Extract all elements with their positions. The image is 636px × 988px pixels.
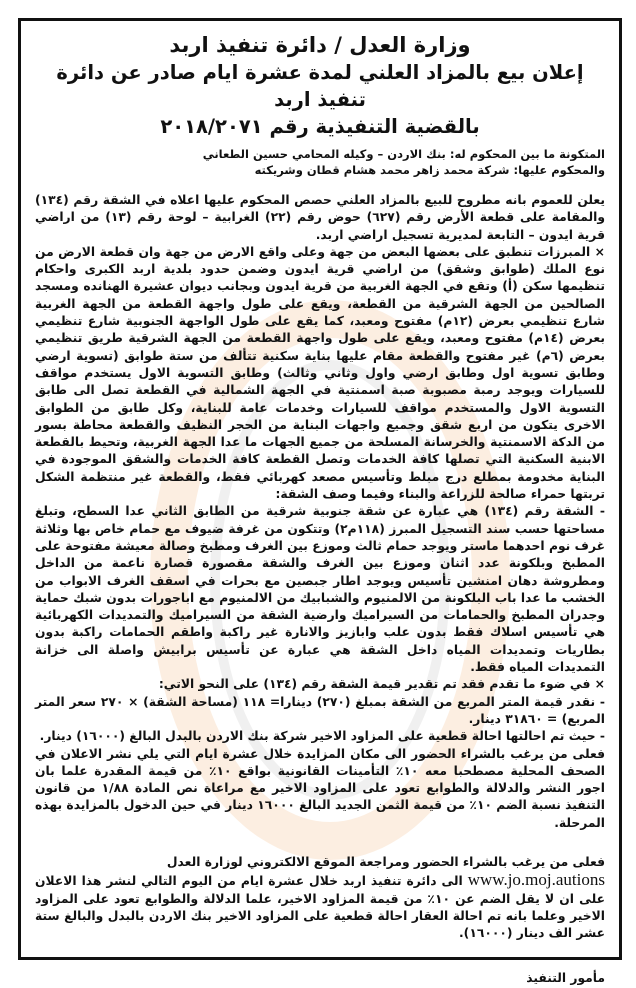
plaintiff: المتكونة ما بين المحكوم له: بنك الاردن – وكيله المحامي حسين الطعاني [202, 147, 605, 161]
closing-line: فعلى من يرغب بالشراء الحضور ومراجعة الموقع الالكتروني لوزارة العدل [166, 854, 605, 869]
closing-text: الى دائرة تنفيذ اربد خلال عشرة ايام من اليوم التالي لنشر هذا الاعلان على ان لا يقل الضم عن ١٠٪ من قيمة المزاود الاخير، علما الدلالة والطوابع تعود على المزاود الاخير وعلما بانه تم احالة العقار احالة قطعية على المزاود الاخير بنك الاردن بالبدل والبالغ ستة عشر الف دينار (١٦٠٠٠). [35, 874, 606, 941]
valuation-calculation: - نقدر قيمة المتر المربع من الشقة بمبلغ (٢٧٠) دينارا= ١١٨ (مساحة الشقة) × ٢٧٠ سعر المتر المربع) = ٣١٨٦٠ دينار. [35, 694, 605, 726]
notice-title: وزارة العدل / دائرة تنفيذ اربد [169, 33, 471, 57]
bidding-terms: فعلى من يرغب بالشراء الحضور الى مكان المزايدة خلال عشرة ايام التي يلي نشر الاعلان في الصحف المحلية مصطحبا معه ١٠٪ التأمينات القانونية بواقع ١٠٪ من قيمة المقدرة علما بان اجور النشر والدلالة والطوابع تعود على المزاود الاخير مع مراعاة نص المادة ١/٨٨ من قانون التنفيذ نسبة الضم ١٠٪ من قيمة الثمن الجديد البالغ ١٦٠٠٠ دينار في حين الدخول بالمزايدة بهذه المرحلة. [35, 746, 606, 830]
legal-notice [18, 18, 622, 986]
parties [35, 146, 605, 178]
signature: مأمور التنفيذ [526, 971, 605, 986]
announcement-paragraph: يعلن للعموم بانه مطروح للبيع بالمزاد العلني حصص المحكوم عليها اعلاه في الشقة رقم (١٣٤) والمقامة على قطعة الأرض رقم (٦٢٧) حوض رقم (٢٢) الغرابية – لوحة رقم (١٣) من اراضي قرية ايدون – التابعة لمديرية تسجيل اراضي اربد. [35, 193, 605, 242]
auctions-website-link[interactable]: www.jo.moj.autions [467, 870, 605, 890]
referral-statement: - حيث تم احالتها احالة قطعية على المزاود الاخير شركة بنك الاردن بالبدل البالغ (١٦٠٠٠) دينار. [39, 729, 605, 744]
closing-paragraph [35, 871, 605, 942]
apartment-description: - الشقة رقم (١٣٤) هي عبارة عن شقة جنوبية شرقية من الطابق الثاني عدا السطح، وتبلغ مساحتها حسب سند التسجيل المبرز (١١٨م٢) وتتكون من غرفة ضيوف مع حمام خاص بها وثلاثة غرف نوم احدهما ماستر ويوجد حمام ثالث وموزع بين الغرف ومطبخ وصالة معيشة مفتوحة على المطبخ وبلكونة عدد اثنان وموزع بين الغرف والشقة مقصورة قصارة ناعمة من الداخل ومطروشة دهان امنشين تأسيس ويوجد اطار جبصين مع بحرات في اسقف الغرف الابواب من الخشب ما عدا باب البلكونة من الالمنيوم والشبابيك من الالمنيوم مع اباجورات بدون شبك حماية وجدران المطبخ والحمامات من السيراميك وارضية الشقة من السيراميك والتمديدات الكهربائية هي تأسيس اسلاك فقط بدون علب وابازيز والانارة غير راكبة واطقم الحمامات راكبة بدون بطاريات وتمديدات المياه داخل الشقة هي عبارة عن تأسيس برابيش واصلة الى خزانة التمديدات المياه فقط. [35, 504, 606, 675]
defendant: والمحكوم عليها: شركة محمد زاهر محمد هشام قطان وشريكته [254, 163, 605, 177]
notice-subtitle: إعلان بيع بالمزاد العلني لمدة عشرة ايام صادر عن دائرة تنفيذ اربد [56, 61, 584, 111]
valuation-intro: × في ضوء ما تقدم فقد تم تقدير قيمة الشقة رقم (١٣٤) على النحو الاتي: [158, 677, 605, 692]
case-number: بالقضية التنفيذية رقم ٢٠١٨/٢٠٧١ [160, 115, 480, 138]
land-description: × المبرزات تنطبق على بعضها البعض من جهة وعلى واقع الارض من جهة وان قطعة الارض من نوع الملك (طوابق وشقق) من اراضي قرية ايدون وضمن حدود بلدية اربد الكبرى واحكام تنظيمها سكن (أ) وتقع في الجهة الغربية من قرية ايدون وبجانب ديوان عشيرة الهنانده ومسجد الصالحين من الجهة الشرقية من القطعة، ويقع على طول واجهة القطعة من الجهة الغربية شارع تنظيمي بعرض (١٢م) مفتوح ومعبد، كما يقع على طول الواجهة الجنوبية شارع تنظيمي بعرض (١٤م) مفتوح ومعبد، ويقع على طول واجهة القطعة من الجهة الشرقية طريق تنظيمي بعرض (٦م) غير مفتوح والقطعة مقام عليها بناية سكنية تتألف من ستة طوابق (تسوية ارضي وطابق تسوية اول وطابق ارضي واول وثاني وثالث) وطابق التسوية الاول يستخدم مواقف للسيارات ويوجد رمبة مصبوبة صبة اسمنتية في الجهة الشمالية في القطعة تصل الى طابق التسوية الاول والمستخدم مواقف للسيارات وخدمات عامة للبناية، وكل طابق من الطوابق الاخرى يتكون من اربع شقق وجميع واجهات البناية من الحجر النظيف والقطعة محاطة بسور من الدكة الاسمنتية والخرسانة المسلحة من جميع الجهات ما عدا الجهة الغربية، وتحيط بالقطعة الابنية السكنية التي تصلها كافة الخدمات وتصل القطعة كافة الخدمات والشقق الموجودة في البناية مخدومة بمطلع درج مبلط وتأسيس مصعد كهربائي فقط، والقطعة غير منتظمة الشكل تربتها حمراء صالحة للزراعة والبناء وفيما وصف الشقة: [35, 244, 605, 502]
